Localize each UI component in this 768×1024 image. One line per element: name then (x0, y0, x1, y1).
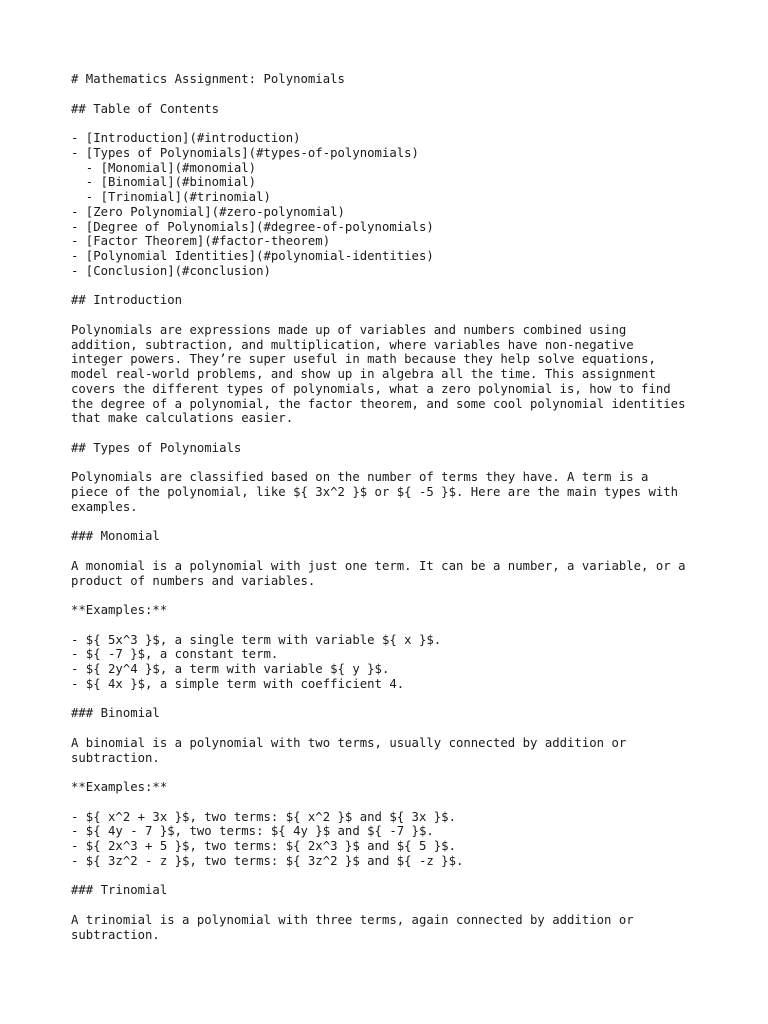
text-line: product of numbers and variables. (71, 573, 316, 588)
text-line: - [Trinomial](#trinomial) (71, 190, 271, 204)
blank-line (71, 544, 698, 559)
blank-line (71, 515, 698, 530)
blank-line (71, 456, 698, 471)
blank-line (71, 279, 698, 294)
text-line: - [Conclusion](#conclusion) (71, 263, 271, 278)
text-line: - [Types of Polynomials](#types-of-polynomials) (71, 145, 419, 160)
text-line: **Examples:** (71, 603, 168, 617)
text-line: # Mathematics Assignment: Polynomials (71, 72, 345, 86)
blank-line (71, 618, 698, 633)
text-line: - [Factor Theorem](#factor-theorem) (71, 234, 331, 249)
blank-line (71, 765, 698, 780)
text-line: integer powers. They’re super useful in math because they help solve equations, (71, 352, 656, 367)
text-line: - ${ 2y^4 }$, a term with variable ${ y }$. (71, 662, 390, 676)
text-line: - [Zero Polynomial](#zero-polynomial) (71, 204, 345, 219)
text-line: subtraction. (71, 927, 160, 942)
blank-line (71, 869, 698, 884)
text-line: piece of the polynomial, like ${ 3x^2 }$ or ${ -5 }$. Here are the main types with (71, 485, 679, 499)
text-line: examples. (71, 499, 138, 514)
text-line: covers the different types of polynomials, what a zero polynomial is, how to find (71, 381, 671, 396)
text-line: the degree of a polynomial, the factor theorem, and some cool polynomial identities (71, 396, 686, 411)
text-line: - ${ 5x^3 }$, a single term with variable ${ x }$. (71, 632, 442, 647)
text-line: - ${ 4y - 7 }$, two terms: ${ 4y }$ and ${ -7 }$. (71, 824, 434, 839)
text-line: ## Introduction (71, 293, 183, 308)
text-line: subtraction. (71, 750, 160, 765)
text-line: addition, subtraction, and multiplication, where variables have non-negative (71, 337, 634, 352)
text-line: - [Degree of Polynomials](#degree-of-polynomials) (71, 219, 434, 234)
text-line: ## Types of Polynomials (71, 440, 242, 455)
blank-line (71, 308, 698, 323)
text-line: Polynomials are classified based on the number of terms they have. A term is a (71, 470, 649, 485)
text-line: that make calculations easier. (71, 411, 294, 426)
blank-line (71, 588, 698, 603)
text-line: - [Introduction](#introduction) (71, 131, 301, 145)
blank-line (71, 795, 698, 810)
text-line: ## Table of Contents (71, 101, 220, 116)
text-line: - ${ 3z^2 - z }$, two terms: ${ 3z^2 }$ and ${ -z }$. (71, 853, 464, 868)
text-line: A monomial is a polynomial with just one term. It can be a number, a variable, or a (71, 558, 686, 573)
text-line: ### Monomial (71, 529, 160, 544)
text-line: Polynomials are expressions made up of variables and numbers combined using (71, 322, 627, 337)
text-line: - ${ -7 }$, a constant term. (71, 647, 279, 662)
blank-line (71, 426, 698, 441)
text-line: - ${ 4x }$, a simple term with coefficient 4. (71, 676, 405, 691)
text-line: ### Trinomial (71, 883, 168, 898)
text-line: A binomial is a polynomial with two terms, usually connected by addition or (71, 735, 627, 750)
text-line: model real-world problems, and show up in algebra all the time. This assignment (71, 367, 656, 381)
blank-line (71, 87, 698, 102)
text-line: A trinomial is a polynomial with three terms, again connected by addition or (71, 912, 634, 927)
blank-line (71, 116, 698, 131)
text-line: - ${ x^2 + 3x }$, two terms: ${ x^2 }$ and ${ 3x }$. (71, 809, 456, 824)
text-line: **Examples:** (71, 780, 168, 794)
blank-line (71, 692, 698, 707)
text-line: - [Monomial](#monomial) (71, 160, 257, 175)
text-line: ### Binomial (71, 706, 160, 721)
text-line: - ${ 2x^3 + 5 }$, two terms: ${ 2x^3 }$ and ${ 5 }$. (71, 839, 456, 853)
blank-line (71, 721, 698, 736)
text-line: - [Polynomial Identities](#polynomial-identities) (71, 249, 434, 263)
text-line: - [Binomial](#binomial) (71, 175, 257, 190)
blank-line (71, 898, 698, 913)
